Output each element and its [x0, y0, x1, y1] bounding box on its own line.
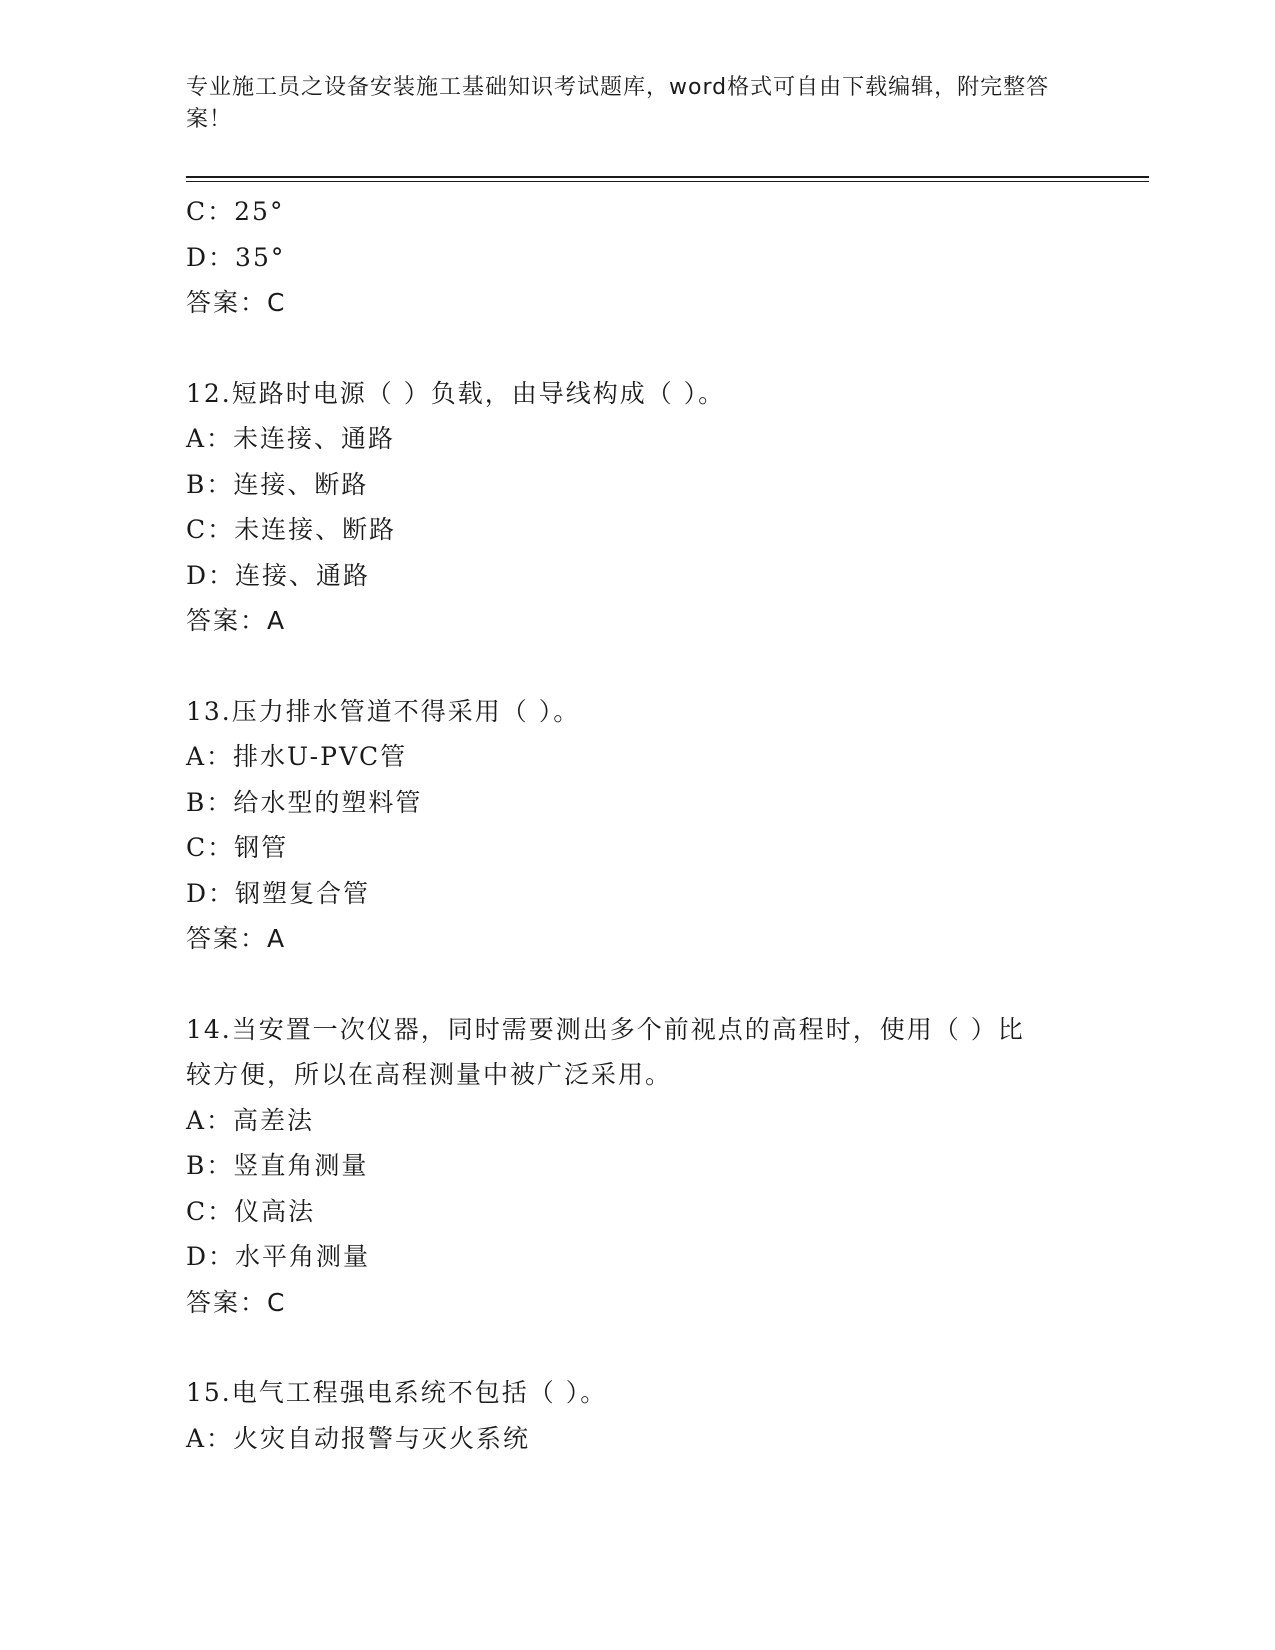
option-d: D：钢塑复合管: [186, 878, 371, 908]
option-b: B：竖直角测量: [186, 1151, 369, 1180]
option-c: C：25°: [186, 197, 285, 226]
answer-line: 答案：C: [186, 1287, 287, 1317]
option-b: B：连接、断路: [186, 469, 369, 499]
question-text: 13.压力排水管道不得采用（ ）。: [186, 696, 581, 726]
option-d: D：水平角测量: [186, 1242, 371, 1271]
question-text: 15.电气工程强电系统不包括（ ）。: [186, 1378, 608, 1407]
option-a: A：火灾自动报警与灭火系统: [186, 1423, 531, 1453]
document-header: 专业施工员之设备安装施工基础知识考试题库，word格式可自由下载编辑，附完整答案！: [186, 75, 1050, 132]
question-text: 12.短路时电源（ ）负载，由导线构成（ ）。: [186, 378, 726, 408]
option-c: C：未连接、断路: [186, 515, 397, 544]
question-block: [186, 689, 1066, 962]
header-divider-thick: [186, 176, 1149, 178]
option-c: C：仪高法: [186, 1196, 316, 1226]
question-text: 14.当安置一次仪器，同时需要测出多个前视点的高程时，使用（ ）比较方便，所以在高程测量中被广泛采用。: [186, 1014, 1025, 1089]
option-d: D：35°: [186, 242, 286, 272]
question-block: [186, 1007, 1066, 1326]
option-b: B：给水型的塑料管: [186, 787, 423, 817]
answer-line: 答案：A: [186, 606, 287, 635]
option-a: A：排水U-PVC管: [186, 742, 408, 771]
option-a: A：高差法: [186, 1105, 315, 1135]
question-block: [186, 371, 1066, 644]
option-d: D：连接、通路: [186, 560, 371, 590]
option-a: A：未连接、通路: [186, 424, 396, 453]
prev-question-block: [186, 189, 1066, 326]
question-block: [186, 1370, 1066, 1461]
answer-line: 答案：A: [186, 924, 287, 953]
question-list: [186, 189, 1066, 1461]
option-c: C：钢管: [186, 833, 289, 862]
header-divider-thin: [186, 181, 1149, 182]
answer-line: 答案：C: [186, 288, 287, 317]
